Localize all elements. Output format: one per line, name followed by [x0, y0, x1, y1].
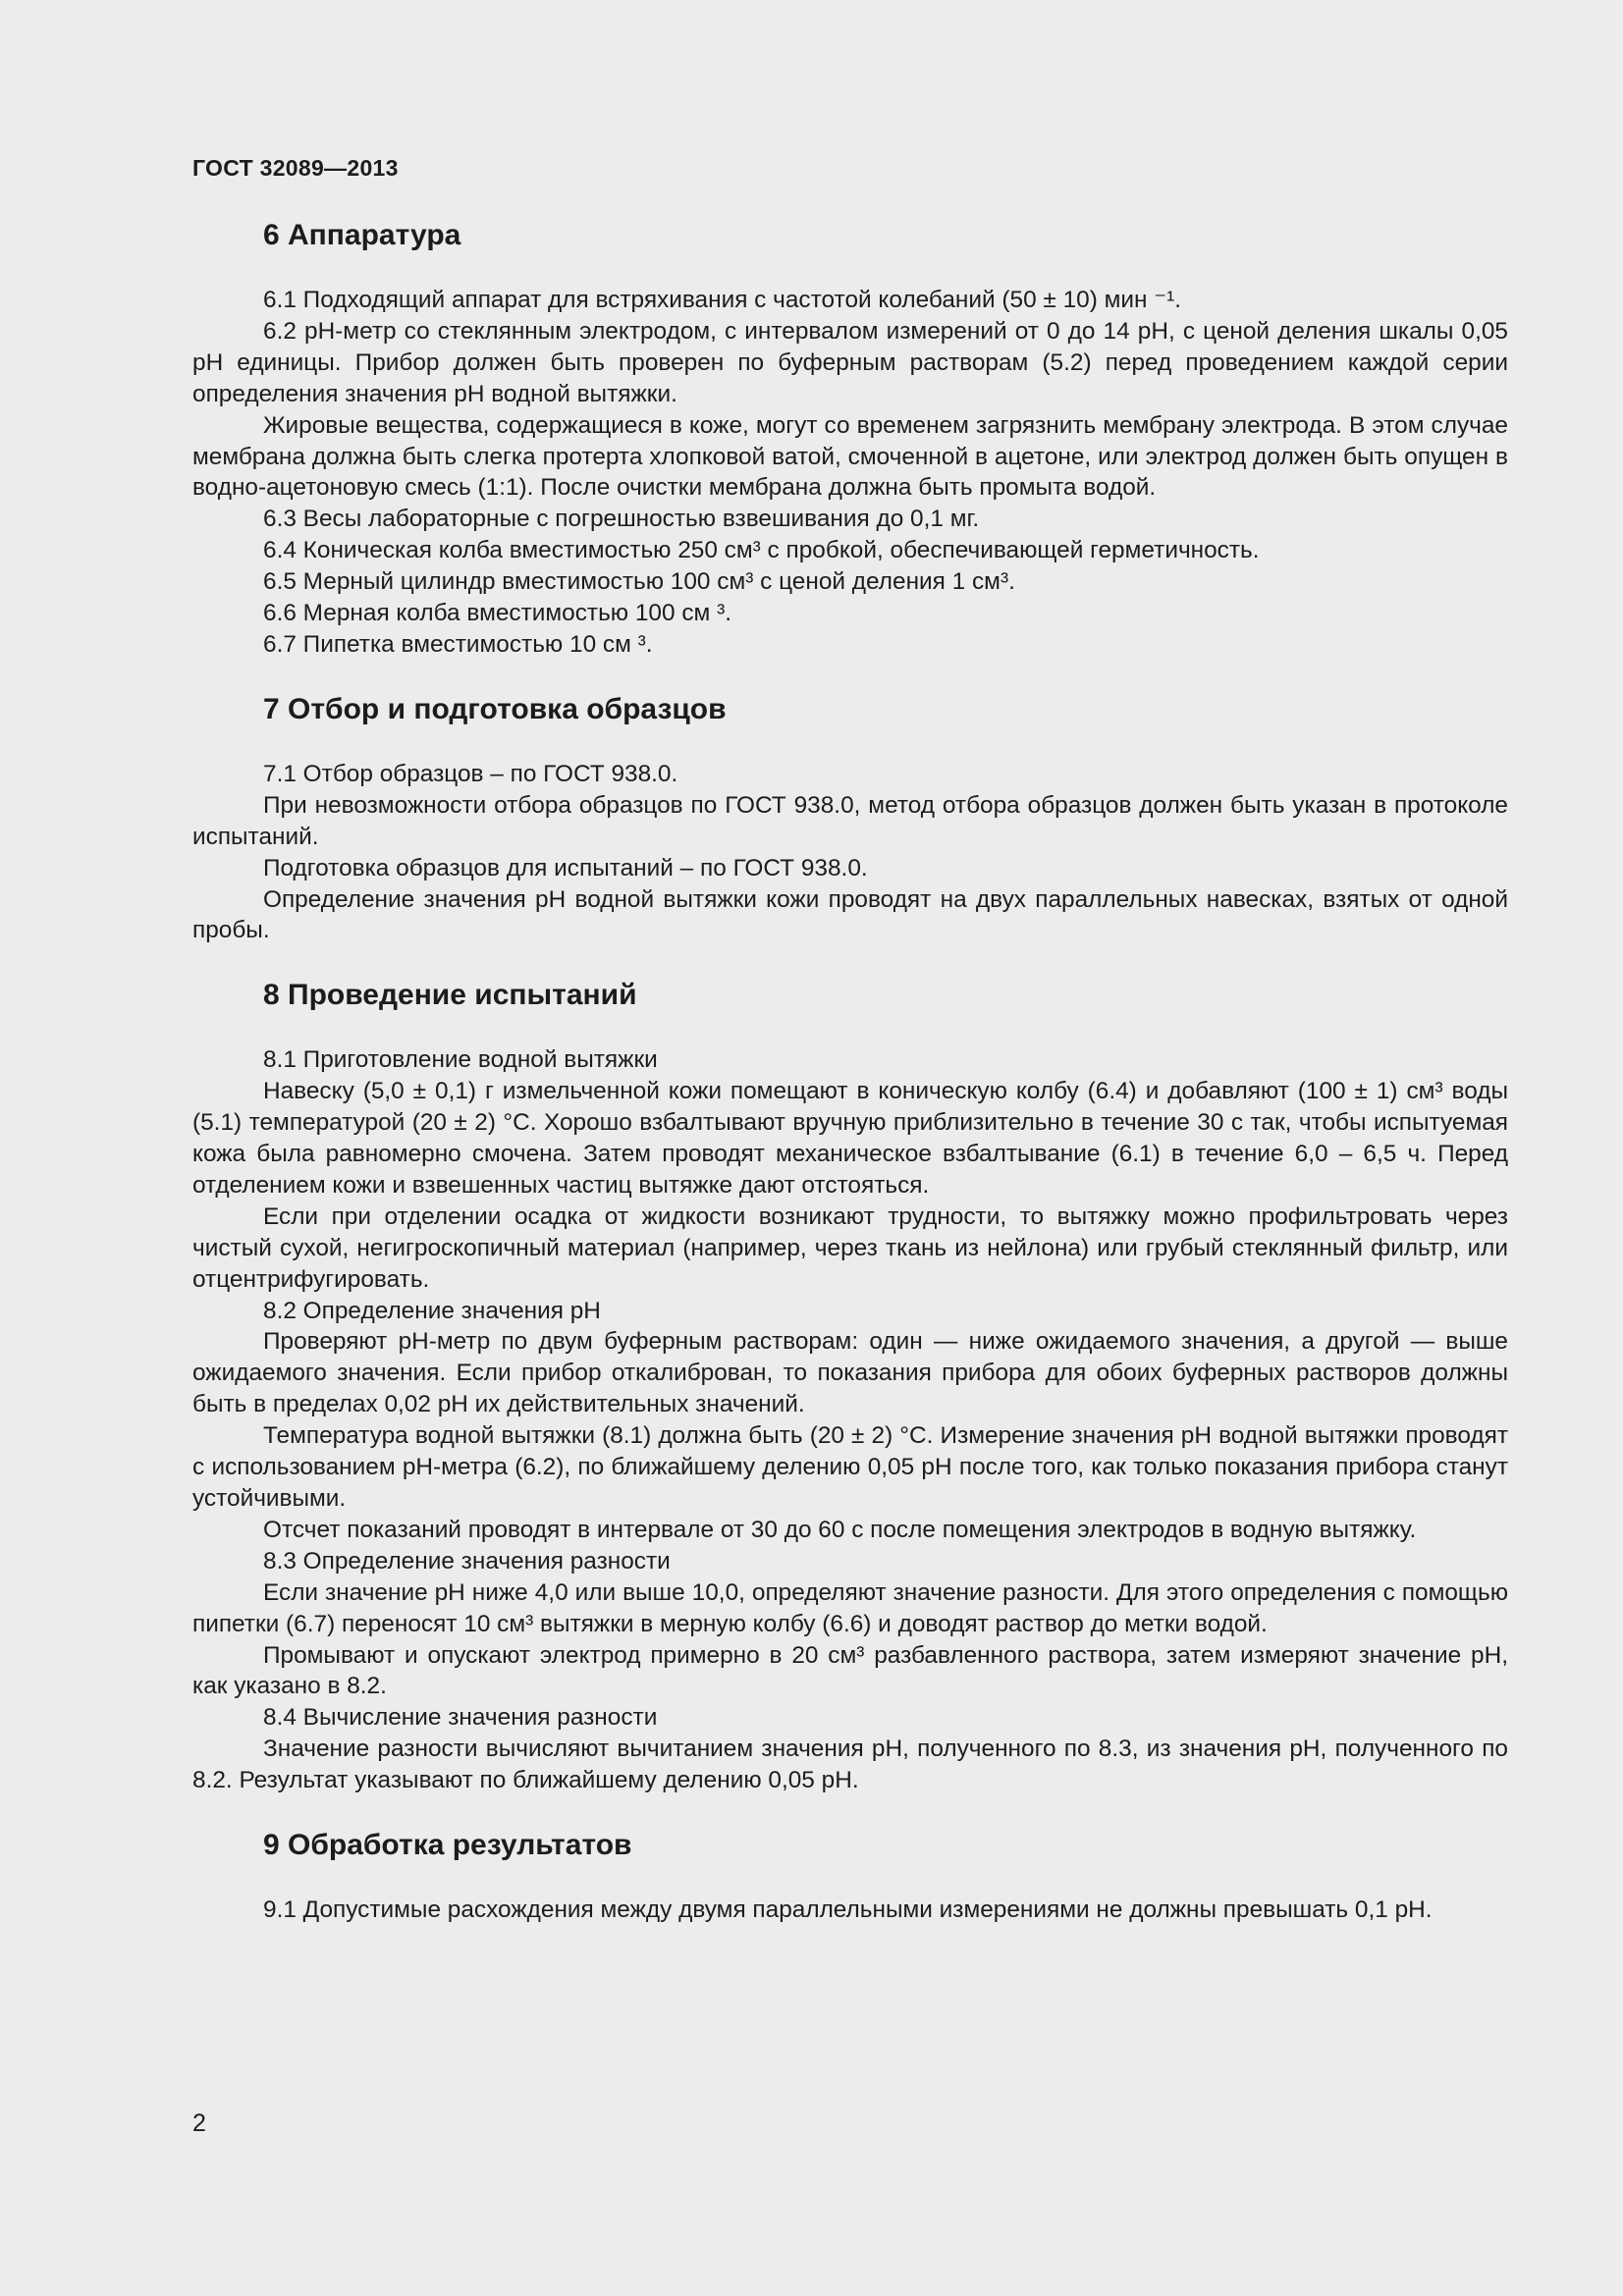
paragraph-8-2-a: Проверяют рН-метр по двум буферным растворам: один — ниже ожидаемого значения, а другой — выше ожидаемого значения. Если прибор откалиброван, то показания прибора для обоих буферных растворов должны быть в пределах 0,02 рН их действительных значений.	[192, 1328, 1508, 1418]
paragraph-9-1: 9.1 Допустимые расхождения между двумя параллельными измерениями не должны превышать 0,1 рН.	[263, 1896, 1433, 1924]
section-6-body	[192, 285, 1508, 661]
paragraph-8-3: 8.3 Определение значения разности	[263, 1547, 671, 1575]
paragraph-8-1: 8.1 Приготовление водной вытяжки	[263, 1046, 658, 1074]
paragraph-8-2-b: Температура водной вытяжки (8.1) должна быть (20 ± 2) °С. Измерение значения рН водной вытяжки проводят с использованием рН-метра (6.2), по ближайшему делению 0,05 рН после того, как только показания прибора станут устойчивыми.	[192, 1422, 1508, 1512]
paragraph-6-7: 6.7 Пипетка вместимостью 10 см ³.	[263, 630, 653, 658]
paragraph-8-4-a: Значение разности вычисляют вычитанием значения рН, полученного по 8.3, из значения рН, полученного по 8.2. Результат указывают по ближайшему делению 0,05 рН.	[192, 1735, 1508, 1794]
paragraph-6-3: 6.3 Весы лабораторные с погрешностью взвешивания до 0,1 мг.	[263, 506, 980, 533]
paragraph-8-4: 8.4 Вычисление значения разности	[263, 1704, 658, 1732]
paragraph-7-1-a: При невозможности отбора образцов по ГОСТ 938.0, метод отбора образцов должен быть указан в протоколе испытаний.	[192, 791, 1508, 850]
paragraph-7-1-b: Подготовка образцов для испытаний – по ГОСТ 938.0.	[263, 854, 868, 881]
paragraph-6-6: 6.6 Мерная колба вместимостью 100 см ³.	[263, 600, 731, 627]
paragraph-8-2-c: Отсчет показаний проводят в интервале от 30 до 60 с после помещения электродов в водную вытяжку.	[263, 1516, 1417, 1543]
section-8-heading: 8 Проведение испытаний	[263, 979, 637, 1012]
paragraph-6-4: 6.4 Коническая колба вместимостью 250 см³ с пробкой, обеспечивающей герметичность.	[263, 537, 1260, 564]
paragraph-6-1: 6.1 Подходящий аппарат для встряхивания с частотой колебаний (50 ± 10) мин ⁻¹.	[263, 287, 1182, 313]
paragraph-6-2: 6.2 рН-метр со стеклянным электродом, с интервалом измерений от 0 до 14 рН, с ценой деления шкалы 0,05 рН единицы. Прибор должен быть проверен по буферным растворам (5.2) перед проведением каждой серии определения значения рН водной вытяжки.	[192, 317, 1508, 407]
section-7-heading: 7 Отбор и подготовка образцов	[263, 692, 727, 725]
section-7-body	[192, 759, 1508, 946]
section-8-body	[192, 1044, 1508, 1796]
paragraph-7-1: 7.1 Отбор образцов – по ГОСТ 938.0.	[263, 760, 678, 787]
paragraph-8-3-b: Промывают и опускают электрод примерно в 20 см³ разбавленного раствора, затем измеряют значение рН, как указано в 8.2.	[192, 1641, 1508, 1700]
section-6-heading: 6 Аппаратура	[263, 219, 461, 251]
paragraph-6-2-note: Жировые вещества, содержащиеся в коже, могут со временем загрязнить мембрану электрода. В этом случае мембрана должна быть слегка протерта хлопковой ватой, смоченной в ацетоне, или электрод должен быть опущен в водно-ацетоновую смесь (1:1). После очистки мембрана должна быть промыта водой.	[192, 411, 1508, 502]
section-9-heading: 9 Обработка результатов	[263, 1829, 632, 1862]
page-number: 2	[192, 2109, 206, 2137]
document-code: ГОСТ 32089—2013	[192, 155, 399, 181]
paragraph-8-3-a: Если значение рН ниже 4,0 или выше 10,0, определяют значение разности. Для этого определения с помощью пипетки (6.7) переносят 10 см³ вытяжки в мерную колбу (6.6) и доводят раствор до метки водой.	[192, 1578, 1508, 1637]
section-9-body	[192, 1895, 1508, 1926]
paragraph-8-2: 8.2 Определение значения рН	[263, 1297, 601, 1324]
paragraph-8-1-b: Если при отделении осадка от жидкости возникают трудности, то вытяжку можно профильтровать через чистый сухой, негигроскопичный материал (например, через ткань из нейлона) или грубый стеклянный фильтр, или отцентрифугировать.	[192, 1202, 1508, 1293]
document-page	[192, 153, 1508, 1926]
paragraph-7-1-c: Определение значения рН водной вытяжки кожи проводят на двух параллельных навесках, взятых от одной пробы.	[192, 885, 1508, 944]
paragraph-6-5: 6.5 Мерный цилиндр вместимостью 100 см³ с ценой деления 1 см³.	[263, 568, 1015, 596]
paragraph-8-1-a: Навеску (5,0 ± 0,1) г измельченной кожи помещают в коническую колбу (6.4) и добавляют (100 ± 1) см³ воды (5.1) температурой (20 ± 2) °С. Хорошо взбалтывают вручную приблизительно в течение 30 с так, чтобы испытуемая кожа была равномерно смочена. Затем проводят механическое взбалтывание (6.1) в течение 6,0 – 6,5 ч. Перед отделением кожи и взвешенных частиц вытяжке дают отстояться.	[192, 1078, 1508, 1199]
